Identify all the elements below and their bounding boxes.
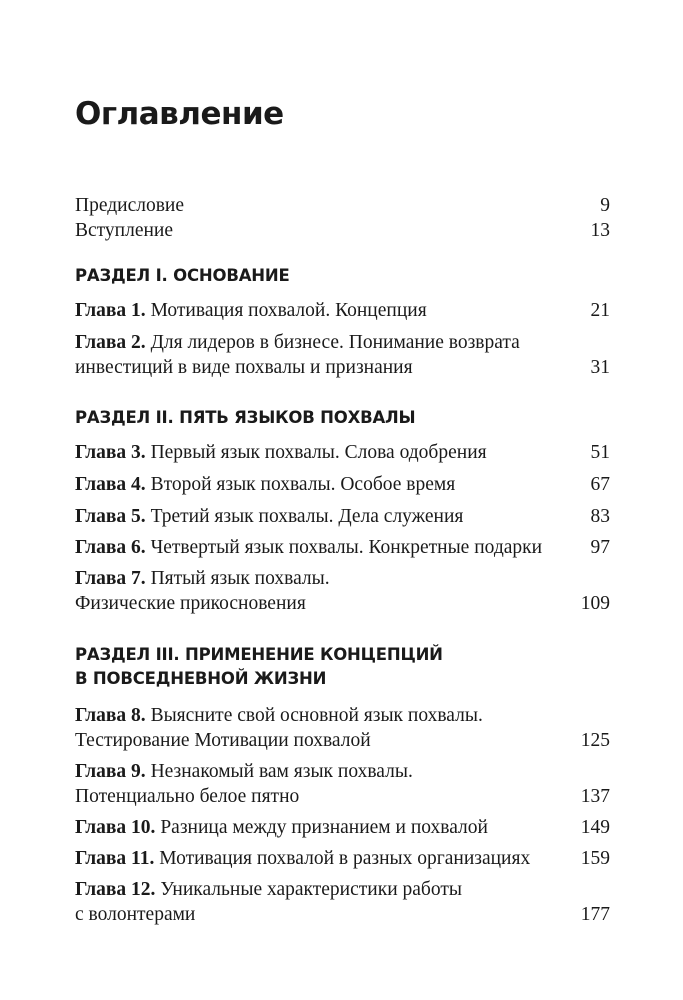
toc-page-number: 13	[590, 220, 610, 241]
toc-entry-introduction[interactable]	[75, 218, 610, 243]
chapter-title-line: Четвертый язык похвалы. Конкретные подарки	[150, 537, 543, 558]
chapter-title-line: Для лидеров в бизнесе. Понимание возврата	[150, 332, 520, 353]
toc-entry-label: Вступление	[75, 220, 174, 241]
toc-page-number: 137	[580, 786, 610, 807]
page-title: Оглавление	[75, 96, 284, 132]
section-heading-line: РАЗДЕЛ III. ПРИМЕНЕНИЕ КОНЦЕПЦИЙ	[75, 645, 443, 664]
toc-entry-chapter-2[interactable]	[75, 330, 610, 380]
chapter-title-line: Третий язык похвалы. Дела служения	[150, 506, 464, 527]
toc-page-number: 21	[590, 300, 610, 321]
chapter-label: Глава 8.	[75, 705, 146, 726]
toc-page-number: 9	[600, 195, 610, 216]
toc-page-number: 159	[580, 848, 610, 869]
toc-entry-chapter-3[interactable]	[75, 440, 610, 465]
toc-entry-chapter-4[interactable]	[75, 472, 610, 497]
chapter-title-line: Уникальные характеристики работы	[160, 879, 462, 900]
toc-page-number: 109	[580, 593, 610, 614]
chapter-title-line: Выясните свой основной язык похвалы.	[150, 705, 483, 726]
chapter-label: Глава 4.	[75, 474, 146, 495]
chapter-title-line: Второй язык похвалы. Особое время	[150, 474, 456, 495]
toc-page-number: 125	[580, 730, 610, 751]
toc-page-number: 177	[580, 904, 610, 925]
chapter-label: Глава 7.	[75, 568, 146, 589]
chapter-title-line: Незнакомый вам язык похвалы.	[150, 761, 413, 782]
chapter-label: Глава 11.	[75, 848, 155, 869]
toc-page-number: 149	[580, 817, 610, 838]
chapter-title-line: Разница между признанием и похвалой	[160, 817, 488, 838]
toc-entry-chapter-11[interactable]	[75, 846, 610, 871]
chapter-title-line: инвестиций в виде похвалы и признания	[75, 357, 413, 378]
toc-page-number: 51	[590, 442, 610, 463]
chapter-label: Глава 1.	[75, 300, 146, 321]
chapter-label: Глава 9.	[75, 761, 146, 782]
toc-entry-chapter-7[interactable]	[75, 566, 610, 616]
chapter-title-line: Физические прикосновения	[75, 593, 306, 614]
section-heading-2	[75, 406, 610, 430]
toc-entry-chapter-12[interactable]	[75, 877, 610, 927]
chapter-label: Глава 10.	[75, 817, 156, 838]
section-heading-line: РАЗДЕЛ II. ПЯТЬ ЯЗЫКОВ ПОХВАЛЫ	[75, 408, 416, 427]
chapter-title-line: Мотивация похвалой в разных организациях	[159, 848, 531, 869]
chapter-label: Глава 6.	[75, 537, 146, 558]
section-heading-1	[75, 264, 610, 288]
toc-entry-chapter-1[interactable]	[75, 298, 610, 323]
section-heading-3	[75, 643, 610, 691]
chapter-label: Глава 2.	[75, 332, 146, 353]
toc-page-number: 31	[590, 357, 610, 378]
toc-page-number: 97	[590, 537, 610, 558]
chapter-label: Глава 3.	[75, 442, 146, 463]
chapter-title-line: Пятый язык похвалы.	[150, 568, 330, 589]
chapter-label: Глава 12.	[75, 879, 156, 900]
toc-entry-chapter-10[interactable]	[75, 815, 610, 840]
toc-entry-preface[interactable]	[75, 193, 610, 218]
toc-entry-chapter-6[interactable]	[75, 535, 610, 560]
section-heading-line: В ПОВСЕДНЕВНОЙ ЖИЗНИ	[75, 669, 327, 688]
toc-entry-chapter-5[interactable]	[75, 504, 610, 529]
chapter-title-line: Мотивация похвалой. Концепция	[150, 300, 427, 321]
chapter-title-line: Первый язык похвалы. Слова одобрения	[150, 442, 487, 463]
chapter-label: Глава 5.	[75, 506, 146, 527]
toc-page-number: 67	[590, 474, 610, 495]
toc-page-number: 83	[590, 506, 610, 527]
toc-entry-chapter-9[interactable]	[75, 759, 610, 809]
chapter-title-line: с волонтерами	[75, 904, 196, 925]
toc-entry-chapter-8[interactable]	[75, 703, 610, 753]
section-heading-line: РАЗДЕЛ I. ОСНОВАНИЕ	[75, 266, 290, 285]
chapter-title-line: Потенциально белое пятно	[75, 786, 300, 807]
toc-entry-label: Предисловие	[75, 195, 185, 216]
chapter-title-line: Тестирование Мотивации похвалой	[75, 730, 371, 751]
